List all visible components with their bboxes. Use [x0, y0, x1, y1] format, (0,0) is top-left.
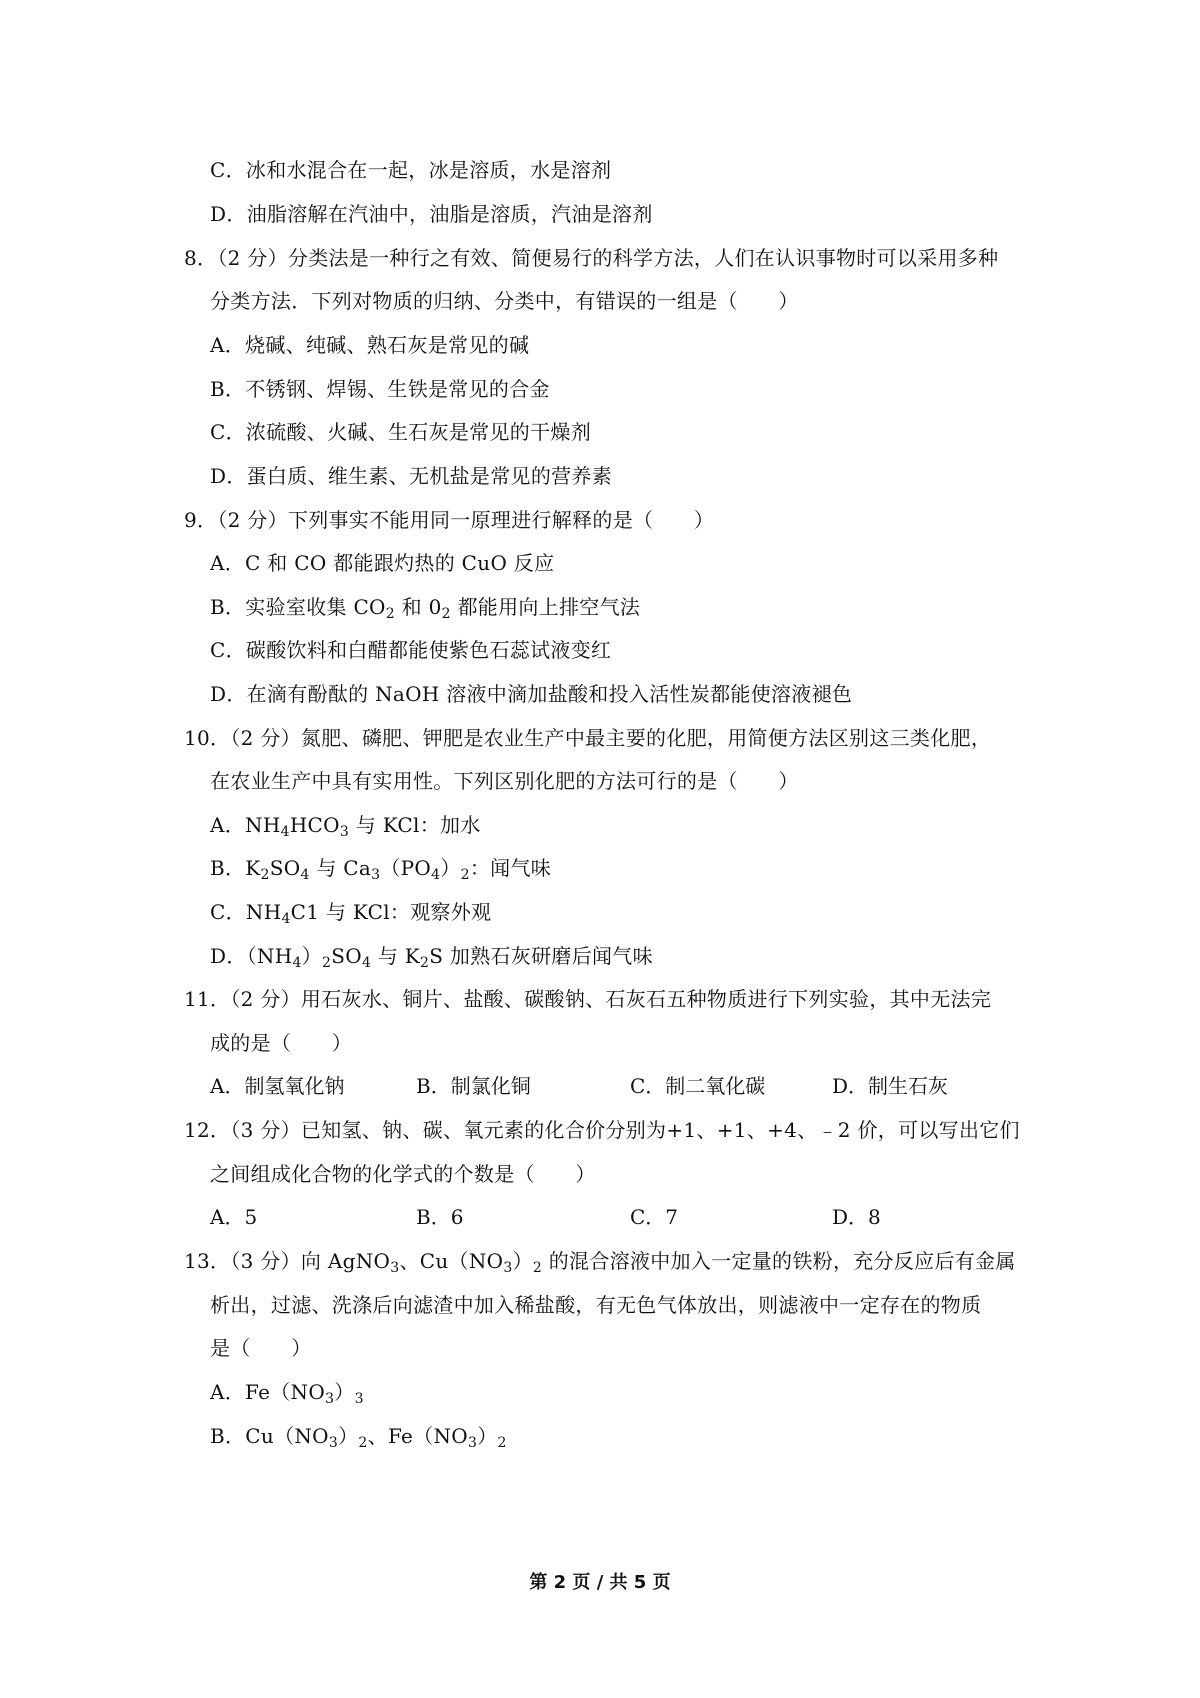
q10-stem-line-1: 10．（2 分）氮肥、磷肥、钾肥是农业生产中最主要的化肥，用简便方法区别这三类化肥， — [184, 726, 992, 750]
q12-option-b: B．6 — [416, 1205, 464, 1229]
q8-option-c: C．浓硫酸、火碱、生石灰是常见的干燥剂 — [210, 420, 592, 444]
q13-stem-line-1: 13．（3 分）向 AgNO$_3$、$Cu(NO_3)_2$ 的混合溶液中加入一定量的铁粉，充分反应后有金属 — [184, 1249, 1016, 1276]
q10-stem-line-2: 在农业生产中具有实用性。下列区别化肥的方法可行的是（ ） — [210, 769, 799, 793]
q11-stem-line-1: 11．（2 分）用石灰水、铜片、盐酸、碳酸钠、石灰石五种物质进行下列实验，其中无法完 — [184, 987, 992, 1011]
q10-option-a: A．$NH_4HCO_3$ 与 KCl：加水 — [210, 813, 481, 840]
q12-option-c: C．7 — [630, 1205, 679, 1229]
q9-option-d: D．在滴有酚酞的 NaOH 溶液中滴加盐酸和投入活性炭都能使溶液褪色 — [210, 682, 853, 706]
q10-option-c: C．$NH_4C1$ 与 KCl：观察外观 — [210, 900, 492, 927]
q13-stem-line-3: 是（ ） — [210, 1336, 312, 1360]
q12-option-a: A．5 — [210, 1205, 258, 1229]
q9-option-a: A．C 和 CO 都能跟灼热的 CuO 反应 — [210, 551, 555, 575]
q13-option-b: B．$Cu(NO_3)_2$、$Fe(NO_3)_2$ — [210, 1424, 507, 1451]
q7-option-c: C．冰和水混合在一起，冰是溶质，水是溶剂 — [210, 158, 612, 182]
q8-stem-line-2: 分类方法．下列对物质的归纳、分类中，有错误的一组是（ ） — [210, 289, 799, 313]
q8-option-d: D．蛋白质、维生素、无机盐是常见的营养素 — [210, 464, 613, 488]
q11-option-b: B．制氯化铜 — [416, 1074, 531, 1098]
q9-option-b: B．实验室收集 $CO_2$ 和 $0_2$ 都能用向上排空气法 — [210, 595, 641, 622]
q10-option-d: D．$(NH_4)_2SO_4$ 与 $K_2S$ 加熟石灰研磨后闻气味 — [210, 944, 653, 971]
q12-options-row — [210, 1203, 970, 1231]
q9-option-c: C．碳酸饮料和白醋都能使紫色石蕊试液变红 — [210, 638, 612, 662]
q12-option-d: D．8 — [832, 1205, 881, 1229]
q11-options-row — [210, 1072, 970, 1100]
q7-option-d: D．油脂溶解在汽油中，油脂是溶质，汽油是溶剂 — [210, 202, 653, 226]
q11-stem-line-2: 成的是（ ） — [210, 1031, 353, 1055]
q10-option-b: B．$K_2SO_4$ 与 $Ca_3(PO_4)_2$：闻气味 — [210, 856, 552, 883]
q12-stem-line-2: 之间组成化合物的化学式的个数是（ ） — [210, 1162, 596, 1186]
q12-stem-line-1: 12．（3 分）已知氢、钠、碳、氧元素的化合价分别为+1、+1、+4、﹣2 价，可以写出它们 — [184, 1118, 1020, 1142]
q13-stem-line-2: 析出，过滤、洗涤后向滤渣中加入稀盐酸，有无色气体放出，则滤液中一定存在的物质 — [210, 1293, 982, 1317]
q8-option-a: A．烧碱、纯碱、熟石灰是常见的碱 — [210, 333, 530, 357]
q11-option-a: A．制氢氧化钠 — [210, 1074, 345, 1098]
q11-option-d: D．制生石灰 — [832, 1074, 949, 1098]
q8-stem-line-1: 8．（2 分）分类法是一种行之有效、简便易行的科学方法，人们在认识事物时可以采用多种 — [184, 246, 999, 270]
page-footer: 第 2 页 / 共 5 页 — [529, 1572, 671, 1593]
q9-stem: 9．（2 分）下列事实不能用同一原理进行解释的是（ ） — [184, 508, 715, 532]
q8-option-b: B．不锈钢、焊锡、生铁是常见的合金 — [210, 377, 550, 401]
q13-option-a: A．$Fe(NO_3)_3$ — [210, 1380, 364, 1407]
q11-option-c: C．制二氧化碳 — [630, 1074, 766, 1098]
